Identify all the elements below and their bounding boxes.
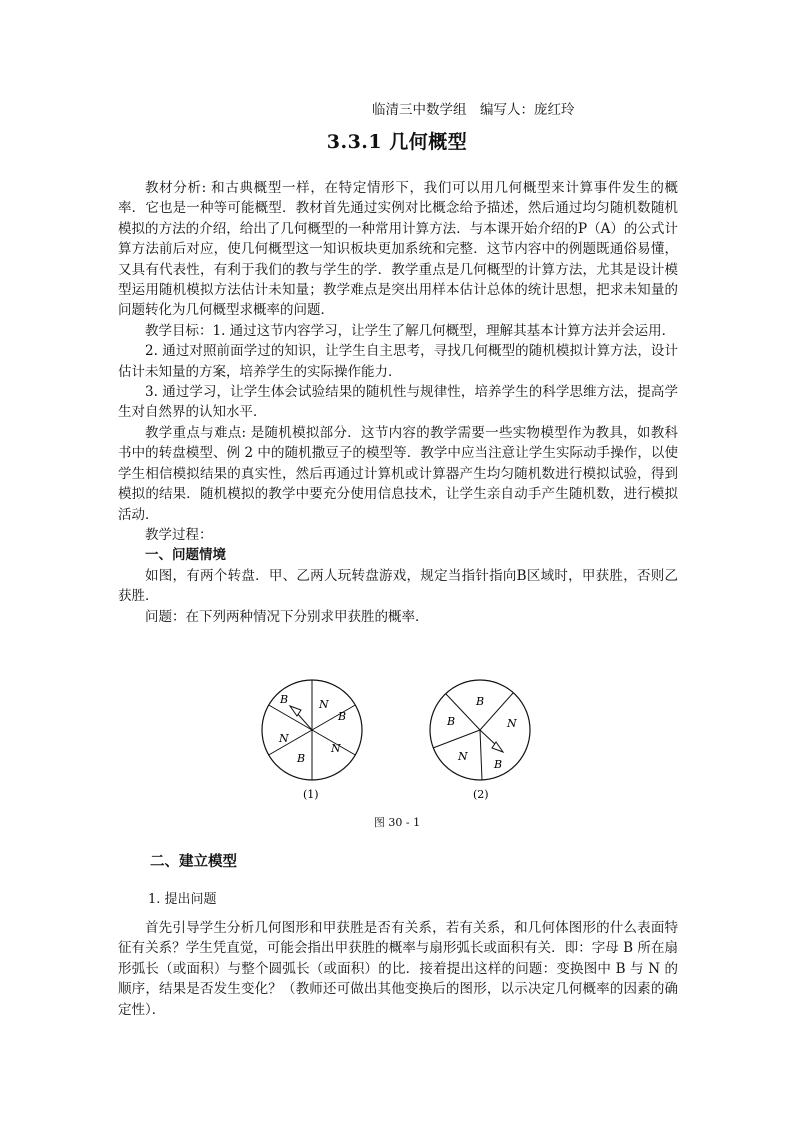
- spinner-wheel-2: [430, 680, 530, 801]
- header-line: 临清三中数学组 编写人：庞红玲: [372, 102, 575, 118]
- wheel-1-sector-label: B: [280, 693, 289, 706]
- figure-caption: 图 30 - 1: [373, 816, 421, 829]
- wheel-2-divider: [480, 730, 482, 780]
- wheel-2-sector-label: B: [447, 715, 456, 728]
- wheel-2-sector-label: N: [507, 717, 517, 730]
- analysis-paragraph: 教材分析: 和古典概型一样，在特定情形下，我们可以用几何概型来计算事件发生的概率．它也是一种等可能概型．教材首先通过实例对比概念给予描述，然后通过均匀随机数随机模拟的方法的介绍，给出了几何概型的一种常用计算方法．与本课开始介绍的P（A）的公式计算方法前后对应，使几何概型这一知识板块更加系统和完整．这节内容中的例题既通俗易懂，又具有代表性，有利于我们的教与学生的学．教学重点是几何概型的计算方法，尤其是设计模型运用随机模拟方法估计未知量；教学难点是突出用样本估计总体的统计思想，把求未知量的问题转化为几何概型求概率的问题．: [118, 180, 678, 319]
- wheel-2-sector-label: N: [458, 750, 468, 763]
- wheel-1-caption: (1): [303, 788, 319, 801]
- wheel-1-sector-label: B: [338, 710, 347, 723]
- subsection-heading: 1. 提出问题: [148, 892, 217, 907]
- goal-3-paragraph: 3. 通过学习，让学生体会试验结果的随机性与规律性，培养学生的科学思维方法，提高学生对自然界的认知水平．: [118, 384, 678, 421]
- goal-1-paragraph: 教学目标：1. 通过这节内容学习，让学生了解几何概型，理解其基本计算方法并会运用．: [145, 322, 676, 339]
- wheel-1-sector-label: N: [279, 732, 289, 745]
- wheel-1-pointer-arrow-icon: [290, 706, 301, 716]
- goal-2-paragraph: 2. 通过对照前面学过的知识，让学生自主思考，寻找几何概型的随机模拟计算方法，设计估计未知量的方案，培养学生的实际操作能力．: [118, 343, 678, 380]
- section-1-heading: 一、问题情境: [145, 547, 226, 564]
- process-label: 教学过程：: [145, 526, 213, 543]
- section-2-paragraph: 首先引导学生分析几何图形和甲获胜是否有关系，若有关系，和几何体图形的什么表面特征有关系？学生凭直觉，可能会指出甲获胜的概率与扇形弧长或面积有关．即：字母 B 所在扇形弧长（或面积）与整个圆弧长（或面积）的比．接着提出这样的问题：变换图中 B 与 N 的顺序，结果是否发生变化？（教师还可做出其他变换后的图形，以示决定几何概率的因素的确定性）．: [118, 920, 678, 1018]
- spinner-wheel-1: [262, 680, 362, 801]
- wheel-1-sector-label: N: [331, 742, 341, 755]
- situation-paragraph: 如图，有两个转盘．甲、乙两人玩转盘游戏，规定当指针指向B区域时，甲获胜，否则乙获胜．: [118, 567, 678, 605]
- page-title: 3.3.1 几何概型: [326, 131, 468, 153]
- wheel-2-sector-label: B: [494, 758, 503, 771]
- wheel-1-sector-label: B: [297, 752, 306, 765]
- question-paragraph: 问题：在下列两种情况下分别求甲获胜的概率．: [145, 608, 429, 625]
- wheel-1-sector-label: N: [319, 698, 329, 711]
- wheel-2-caption: (2): [473, 788, 489, 801]
- section-2-heading: 二、建立模型: [150, 854, 237, 870]
- keypoints-paragraph: 教学重点与难点: 是随机模拟部分．这节内容的教学需要一些实物模型作为教具，如教科书中的转盘模型、例 2 中的随机撒豆子的模型等．教学中应当注意让学生实际动手操作，以使学生相信模拟结果的真实性，然后再通过计算机或计算器产生均匀随机数进行模拟试验，得到模拟的结果．随机模拟的教学中要充分使用信息技术，让学生亲自动手产生随机数，进行模拟活动．: [118, 424, 678, 523]
- wheel-2-divider: [433, 730, 480, 748]
- wheel-2-sector-label: B: [476, 695, 485, 708]
